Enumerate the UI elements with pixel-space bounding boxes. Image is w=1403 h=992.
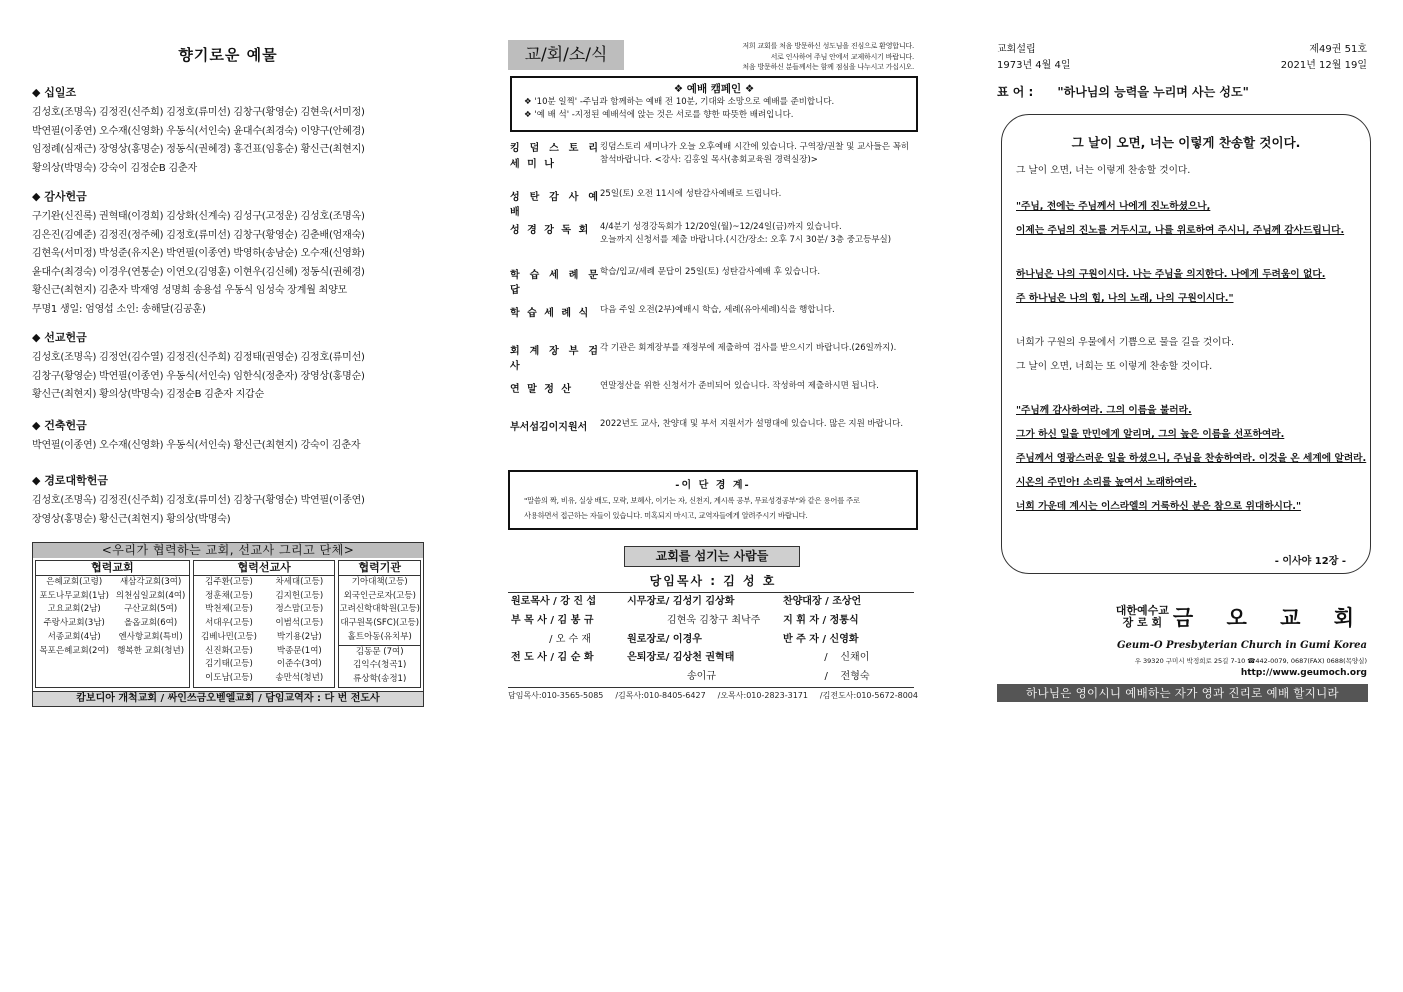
staff-row [508,649,914,668]
campaign-line: ❖ '예 배 석' -지정된 예배석에 앉는 것은 서로를 향한 따뜻한 배려입니다. [524,110,794,120]
section-heading: ◆ 십일조 [32,86,77,99]
section-heading: ◆ 감사헌금 [32,190,87,203]
announcement-text: 오늘까지 신청서를 제출 바랍니다.(시간/장소: 오후 7시 30분/ 3층 중고등부실) [600,235,892,245]
donor-line: 김은진(김예준) 김정진(정주혜) 김정호(류미선) 김창구(황영순) 김춘배(엄재숙) [32,229,365,241]
offerings-title: 향기로운 예물 [178,46,278,64]
staff-cell: 반 주 자 / 신영화 [782,633,859,645]
missionary: 김주환(고등) [205,577,253,587]
missionary: 신진화(고등) [205,645,253,656]
church-name: 금 오 교 회 [1172,606,1367,630]
partner-church: 의천심일교회(4여) [115,590,186,601]
section-heading: ◆ 선교헌금 [32,331,87,344]
donor-line: 김현욱(서미정) 박성준(유지온) 박연필(이종연) 박영하(송남순) 오수재(신영화) [32,248,365,259]
heresy-warning-box [508,470,918,530]
organization: 고려신학대학원(고등) [339,604,420,615]
partner-church: 주랑사교회(3남) [43,618,105,629]
donor-line: 황의상(박명숙) 강숙이 김정순B 김춘자 [32,162,197,174]
worship-campaign-box [510,76,918,132]
church-address: 우 39320 구미시 박정희로 25길 7-10 ☎442-0079, 0687(FAX) 0688(목양실) [1134,657,1367,665]
partner-organizations [338,560,421,688]
donor-line: 장영상(홍명순) 황신근(최현지) 황의상(박명숙) [32,513,231,525]
issue-number: 제49권 51호 [1309,44,1367,55]
staff-table [508,592,914,688]
missionary: 김베나민(고등) [201,631,257,642]
campaign-line: ❖ '10분 일찍' -주님과 함께하는 예배 전 10분, 기대와 소망으로 예배를 준비합니다. [524,97,835,107]
staff-cell: 원로장로/ 이경우 [627,633,702,645]
announcement-text: 2022년도 교사, 찬양대 및 부서 지원서가 설명대에 있습니다. 많은 지원 바랍니다. [600,419,904,429]
warning-text: "말씀의 짝, 비유, 실상 배도, 모략, 보혜사, 이기는 자, 신천지, 계시록 공부, 무료성경공부"와 같은 용어를 주로 [524,496,860,505]
announcement-text: 연말정산을 위한 신청서가 준비되어 있습니다. 작성하여 제출하시면 됩니다. [600,381,879,391]
staff-row [508,668,914,687]
organization: 류상학(송정1) [353,673,407,684]
motto-text: "하나님의 능력을 누리며 사는 성도" [1057,85,1249,99]
partner-heading: <우리가 협력하는 교회, 선교사 그리고 단체> [33,543,423,558]
staff-cell: 부 목 사 / 김 봉 규 [511,614,594,626]
denomination [1116,605,1169,629]
partner-missionaries [193,560,336,688]
staff-cell: 찬양대장 / 조상언 [782,596,862,607]
offering-section-thanks [32,188,424,319]
servants-heading: 교회를 섬기는 사람들 [624,546,800,567]
donor-line: 김성호(조명옥) 김정언(김수열) 김정진(신주희) 김정태(권영순) 김정호(류미선) [32,352,365,363]
donor-line: 박연필(이종연) 오수재(신영화) 우동식(서인숙) 윤대수(최경숙) 이양구(안혜경) [32,125,365,137]
church-website-link[interactable]: http://www.geumoch.org [1240,668,1367,678]
announcement-text: 킹덤스토리 세미나가 오늘 오후예배 시간에 있습니다. 구역장/권찰 및 교사들은 꼭히 [600,142,910,152]
announcement-text: 4/4분기 성경강독회가 12/20일(월)~12/24일(금)까지 있습니다. [600,222,842,232]
scripture-title: 그 날이 오면, 너는 이렇게 찬송할 것이다. [1071,135,1301,150]
phone-number: /김목사:010-8405-6427 [615,691,706,700]
announcement-text: 각 기관은 회계장부를 재정부에 제출하여 검사를 받으시기 바랍니다.(26일까지). [600,343,897,353]
missionary: 박기용(2남) [276,631,322,642]
section-heading: ◆ 경로대학헌금 [32,474,109,487]
phone-list [508,690,918,701]
missionary: 차세대(고등) [275,577,324,587]
announcement [510,188,920,218]
missionary: 이도남(고등) [205,672,253,683]
scripture-source: - 이사야 12장 - [1274,556,1346,567]
donor-line: 윤대수(최경숙) 이경우(연통순) 이연오(김영훈) 이현우(김신혜) 정동식(권혜경) [32,266,365,278]
senior-pastor: 당임목사 : 김 성 호 [649,574,777,588]
announcement-text: 다음 주일 오전(2부)예배시 학습, 세례(유아세례)식을 행합니다. [600,305,835,315]
welcome-message [648,41,914,73]
warning-text: 사용하면서 접근하는 자들이 있습니다. 미혹되지 마시고, 교역자들에게 알려주시기 바랍니다. [524,511,808,520]
missionary: 박천제(고등) [205,604,253,615]
donor-line: 김창구(황영순) 박연필(이종연) 우동식(서인숙) 임한식(정춘자) 장영상(홍명순) [32,370,365,382]
scripture-box [1001,114,1371,574]
missionary: 서대우(고등) [205,618,253,629]
donor-line: 황신근(최현지) 김춘자 박재영 성명희 송용섭 우동식 임성숙 장계월 최양모 [32,285,348,296]
partner-church: 은혜교회(고령) [46,577,103,587]
announcement [510,266,920,296]
scripture-line: 시온의 주민아! 소리를 높여서 노래하여라. [1016,477,1197,488]
partner-church: 새삼각교회(3여) [119,577,182,587]
phone-number: /오목사:010-2823-3171 [717,691,808,700]
announcement [510,380,920,395]
scripture-banner: 하나님은 영이시니 예배하는 자가 영과 진리로 예배 할지니라 [997,684,1368,702]
scripture-line: 주 하나님은 나의 힘, 나의 노래, 나의 구원이시다." [1016,293,1234,304]
organization: 김동문 (7여) [339,645,420,660]
announcement-title: 부서섬김이지원서 [510,422,588,433]
organization: 외국인근로자(고등) [343,590,416,601]
announcement [510,304,920,319]
scripture-line: 그 날이 오면, 너희는 또 이렇게 찬송할 것이다. [1016,361,1213,372]
partner-church: 엔사항교회(특비) [118,631,183,642]
donor-line: 박연필(이종연) 오수재(신영화) 우동식(서인숙) 황신근(최현지) 강숙이 김춘자 [32,440,361,451]
partner-church: 구산교회(5여) [124,604,178,615]
offering-section-building [32,417,424,456]
donor-line: 임정례(심재근) 장영상(홍명순) 정동식(권혜경) 홍건표(임홍순) 황신근(최현지) [32,144,365,155]
campaign-title: ❖ 예배 캠페인 ❖ [673,83,755,95]
scripture-line: 하나님은 나의 구원이시다. 나는 주님을 의지한다. 나에게 두려움이 없다. [1016,269,1326,280]
staff-row [508,631,914,650]
partner-organizations-title: 협력기관 [339,561,420,576]
founded-date: 1973년 4월 4일 [997,60,1071,71]
partner-churches [35,560,190,688]
announcement-title: 학 습 세 례 식 [510,308,591,319]
scripture-line: "주님께 감사하여라. 그의 이름을 불러라. [1016,405,1192,416]
staff-cell: 시무장로/ 김성기 김상화 [627,596,735,607]
organization: 기아대책(고등) [351,577,408,587]
announcement-text: 25일(토) 오전 11시에 성탄감사예배로 드립니다. [600,189,782,199]
announcement [510,221,920,247]
partner-churches-title: 협력교회 [36,561,189,576]
partner-church: 목포은혜교회(2여) [39,645,109,656]
partner-church: 서종교회(4남) [47,631,101,642]
scripture-line: 너희가 구원의 우물에서 기쁨으로 물을 길을 것이다. [1016,337,1235,348]
welcome-line: 처음 방문하신 분들께서는 함께 점심을 나누시고 가십시오. [742,63,914,71]
scripture-line: 그 날이 오면, 너는 이렇게 찬송할 것이다. [1016,165,1191,176]
donor-line: 황신근(최현지) 황의상(박명숙) 김정순B 김춘자 지갑순 [32,389,265,400]
partner-footer: 캄보디아 개척교회 / 싸인쓰금오벧엘교회 / 담임교역자 : 다 번 전도사 [33,691,423,706]
scripture-line: 너희 가운데 계시는 이스라엘의 거룩하신 분은 참으로 위대하시다." [1016,501,1302,512]
announcement-text: 학습/입교/세례 문답이 25일(토) 성탄감사예배 후 있습니다. [600,267,821,277]
announcement [510,418,920,433]
staff-cell: 원로목사 / 강 진 섭 [511,596,597,607]
church-news-tab: 교/회/소/식 [508,40,624,70]
staff-cell: / 오 수 재 [511,633,592,645]
donor-line: 무명1 생일: 엄영섭 소인: 송해달(김공훈) [32,303,206,315]
partner-church: 고요교회(2남) [47,604,101,615]
donor-line: 김성호(조명옥) 김정진(신주희) 김정호(류미선) 김창구(황영순) 김현욱(서미정) [32,107,365,118]
missionary: 정훈채(고등) [205,590,253,601]
missionary: 박종문(1여) [276,645,322,656]
motto-label: 표 어 : [997,85,1034,99]
announcement-title: 성 탄 감 사 예 배 [510,192,600,218]
staff-row [508,612,914,631]
scripture-line: 이제는 주님의 진노를 거두시고, 나를 위로하여 주시니, 주님께 감사드립니다. [1016,225,1345,236]
announcement-text: 참석바랍니다. <강사: 김홍일 목사(총회교육원 경력실장)> [600,155,818,165]
announcement [510,141,920,173]
church-name-block [1116,602,1367,632]
donor-line: 구기완(신진록) 권혁태(이경희) 김상화(신계숙) 김성구(고정운) 김성호(조명옥) [32,211,365,222]
announcement-title: 킹 덤 스 토 리 세 미 나 [510,143,600,170]
announcement-title: 연 말 정 산 [510,384,574,395]
staff-cell: 전 도 사 / 김 순 화 [511,652,594,664]
staff-cell: 지 휘 자 / 정통식 [783,614,859,626]
announcement [510,342,920,372]
announcement-title: 성 경 강 독 회 [510,225,591,236]
staff-cell: 송이규 [686,671,716,683]
staff-cell [508,668,627,687]
partner-box [32,542,424,707]
partner-missionaries-title: 협력선교사 [194,561,335,576]
partner-church: 행복한 교회(청년) [117,645,185,656]
staff-cell: 김현욱 김창구 최낙주 [667,614,761,626]
missionary: 김기태(고등) [205,659,253,670]
missionary: 김지헌(고등) [275,590,324,601]
phone-number: /김전도사:010-5672-8004 [819,691,918,700]
issue-date: 2021년 12월 19일 [1280,60,1367,71]
missionary: 정스맘(고등) [275,604,324,615]
partner-church: 올옵교회(6여) [124,618,178,629]
staff-cell: / 전형숙 [783,671,870,683]
staff-cell: 은퇴장로/ 김상천 권혁태 [627,652,735,664]
missionary: 송만석(청년) [275,672,324,683]
missionary: 이준수(3여) [276,659,322,670]
announcement-title: 회 계 장 부 검 사 [510,346,600,372]
organization: 대구원목(SFC)(고등) [340,618,420,629]
organization: 김익수(청곡1) [353,660,407,671]
staff-cell: / 신채이 [782,652,870,664]
section-heading: ◆ 건축헌금 [32,419,87,432]
warning-title: -이 단 경 계- [675,480,751,491]
offering-section-mission [32,329,424,405]
missionary: 이범석(고등) [275,618,324,629]
denomination-line: 장 로 회 [1122,616,1163,629]
staff-row [508,593,914,612]
scripture-line: 그가 하신 일을 만민에게 알리며, 그의 높은 이름을 선포하여라. [1016,429,1285,440]
phone-number: 담임목사:010-3565-5085 [508,691,604,700]
offering-section-tithe [32,84,424,178]
welcome-line: 저희 교회를 처음 방문하신 성도님을 진심으로 환영합니다. [742,42,914,50]
donor-line: 김성호(조명옥) 김정진(신주희) 김정호(류미선) 김창구(황영순) 박연필(이종연) [32,495,365,506]
scripture-line: "주님, 전에는 주님께서 나에게 진노하셨으나, [1016,201,1211,212]
announcement-title: 학 습 세 례 문 답 [510,270,600,296]
denomination-line: 대한예수교 [1115,604,1169,617]
english-church-name: Geum-O Presbyterian Church in Gumi Korea [1116,640,1367,651]
church-motto [997,83,1249,100]
organization: 홀트아동(유치부) [347,631,412,642]
offering-section-senior-college [32,472,424,529]
scripture-line: 주님께서 영광스러운 일을 하셨으니, 주님을 찬송하여라. 이것을 온 세계에 알려라. [1016,453,1367,464]
partner-church: 포도나무교회(1남) [39,590,109,601]
founded-label: 교회설립 [997,44,1036,55]
welcome-line: 서로 인사하여 주님 안에서 교제하시기 바랍니다. [770,52,914,61]
